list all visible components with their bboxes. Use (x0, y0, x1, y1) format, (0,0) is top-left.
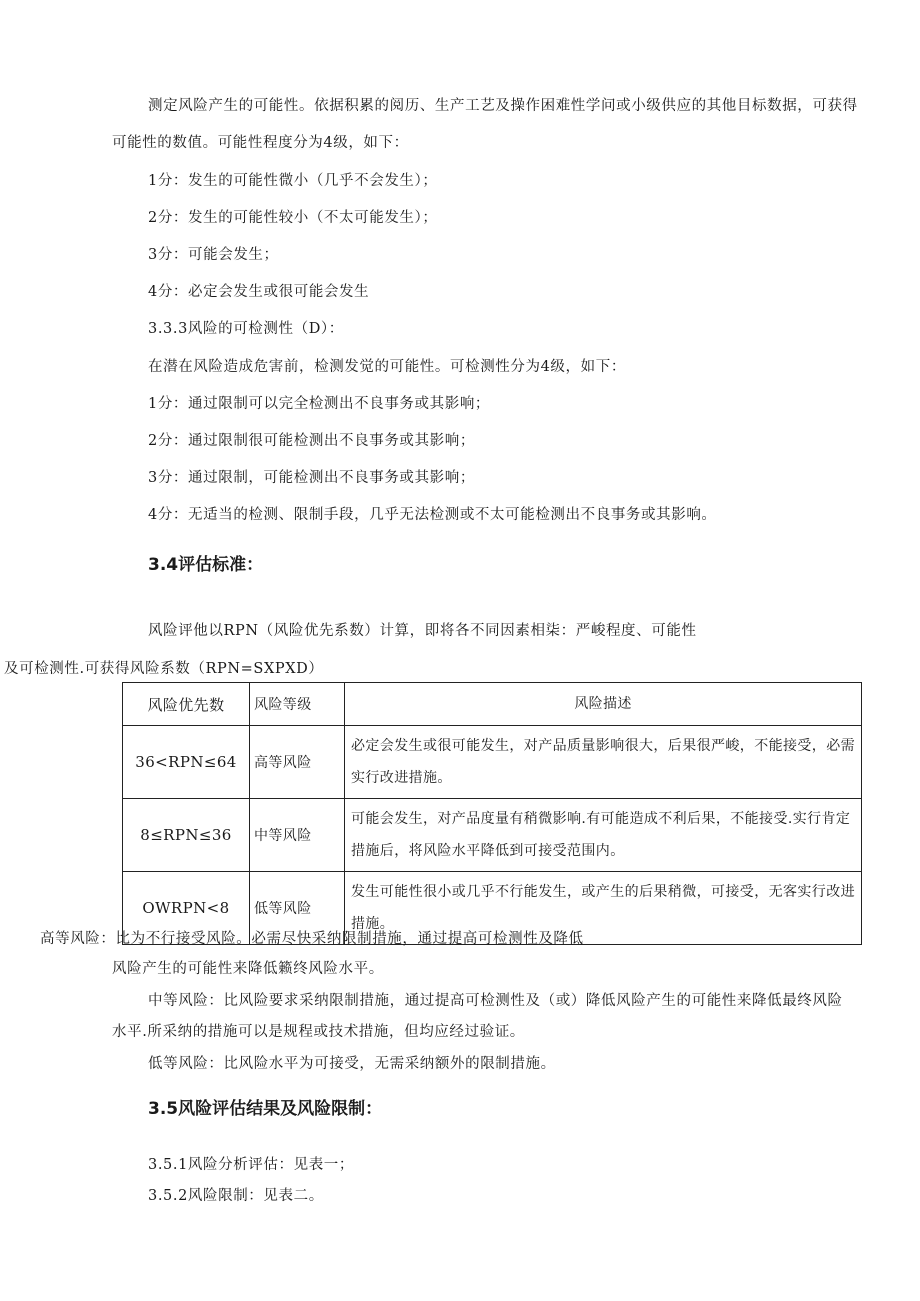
detectability-level-1: 1分：通过限制可以完全检测出不良事务或其影响； (148, 396, 491, 412)
table-row (123, 799, 862, 872)
description-cell: 必定会发生或很可能发生，对产品质量影响很大，后果很严峻，不能接受，必需实行改进措施。 (345, 726, 862, 799)
risk-control-item: 3.5.2风险限制：见表二。 (148, 1188, 324, 1204)
description-cell: 可能会发生，对产品度量有稍微影响.有可能造成不利后果，不能接受.实行肯定措施后，将风险水平降低到可接受范围内。 (345, 799, 862, 872)
rpn-cell: OWRPN<8 (123, 872, 250, 945)
possibility-level-1: 1分：发生的可能性微小（几乎不会发生）； (148, 173, 438, 189)
possibility-level-2: 2分：发生的可能性较小（不太可能发生）； (148, 210, 438, 226)
detectability-level-3: 3分：通过限制，可能检测出不良事务或其影响； (148, 470, 475, 486)
detectability-level-2: 2分：通过限制很可能检测出不良事务或其影响； (148, 433, 475, 449)
high-risk-explanation-cont: 风险产生的可能性来降低籁终风险水平。 (112, 961, 384, 977)
paragraph-possibility: 测定风险产生的可能性。依据积累的阅历、生产工艺及操作困难性学问或小级供应的其他目标数据，可获得 (148, 98, 858, 114)
high-risk-explanation: 高等风险：比为不行接受风险。必需尽快采纳限制措施，通过提高可检测性及降低 (40, 931, 584, 947)
level-cell: 中等风险 (250, 799, 345, 872)
detectability-title: 3.3.3风险的可检测性（D）： (148, 321, 344, 337)
table-row (123, 726, 862, 799)
possibility-level-3: 3分：可能会发生； (148, 247, 279, 263)
detectability-intro: 在潜在风险造成危害前，检测发觉的可能性。可检测性分为4级，如下： (148, 359, 626, 375)
header-rpn: 风险优先数 (123, 683, 250, 726)
rpn-intro-cont: 及可检测性.可获得风险系数（RPN=SXPXD） (4, 661, 324, 677)
table-header-row (123, 683, 862, 726)
detectability-level-4: 4分：无适当的检测、限制手段，几乎无法检测或不太可能检测出不良事务或其影响。 (148, 507, 717, 523)
possibility-level-4: 4分：必定会发生或很可能会发生 (148, 284, 370, 300)
paragraph-possibility-cont: 可能性的数值。可能性程度分为4级，如下： (112, 135, 409, 151)
header-description: 风险描述 (345, 683, 862, 726)
risk-analysis-item: 3.5.1风险分析评估：见表一； (148, 1157, 354, 1173)
level-cell: 高等风险 (250, 726, 345, 799)
medium-risk-explanation-cont: 水平.所采纳的措施可以是规程或技术措施，但均应经过验证。 (112, 1024, 525, 1040)
rpn-cell: 36<RPN≤64 (123, 726, 250, 799)
low-risk-explanation: 低等风险：比风险水平为可接受，无需采纳额外的限制措施。 (148, 1056, 556, 1072)
level-cell: 低等风险 (250, 872, 345, 945)
risk-criteria-table (122, 682, 862, 945)
medium-risk-explanation: 中等风险：比风险要求采纳限制措施，通过提高可检测性及（或）降低风险产生的可能性来降低最终风险 (148, 993, 843, 1009)
rpn-cell: 8≤RPN≤36 (123, 799, 250, 872)
rpn-intro: 风险评他以RPN（风险优先系数）计算，即将各不同因素相柒：严峻程度、可能性 (148, 623, 697, 639)
section-3-4-heading: 3.4评估标准： (148, 555, 264, 575)
description-cell: 发生可能性很小或几乎不行能发生，或产生的后果稍微，可接受，无客实行改进措施。 (345, 872, 862, 945)
header-level: 风险等级 (250, 683, 345, 726)
section-3-5-heading: 3.5风险评估结果及风险限制： (148, 1099, 383, 1119)
